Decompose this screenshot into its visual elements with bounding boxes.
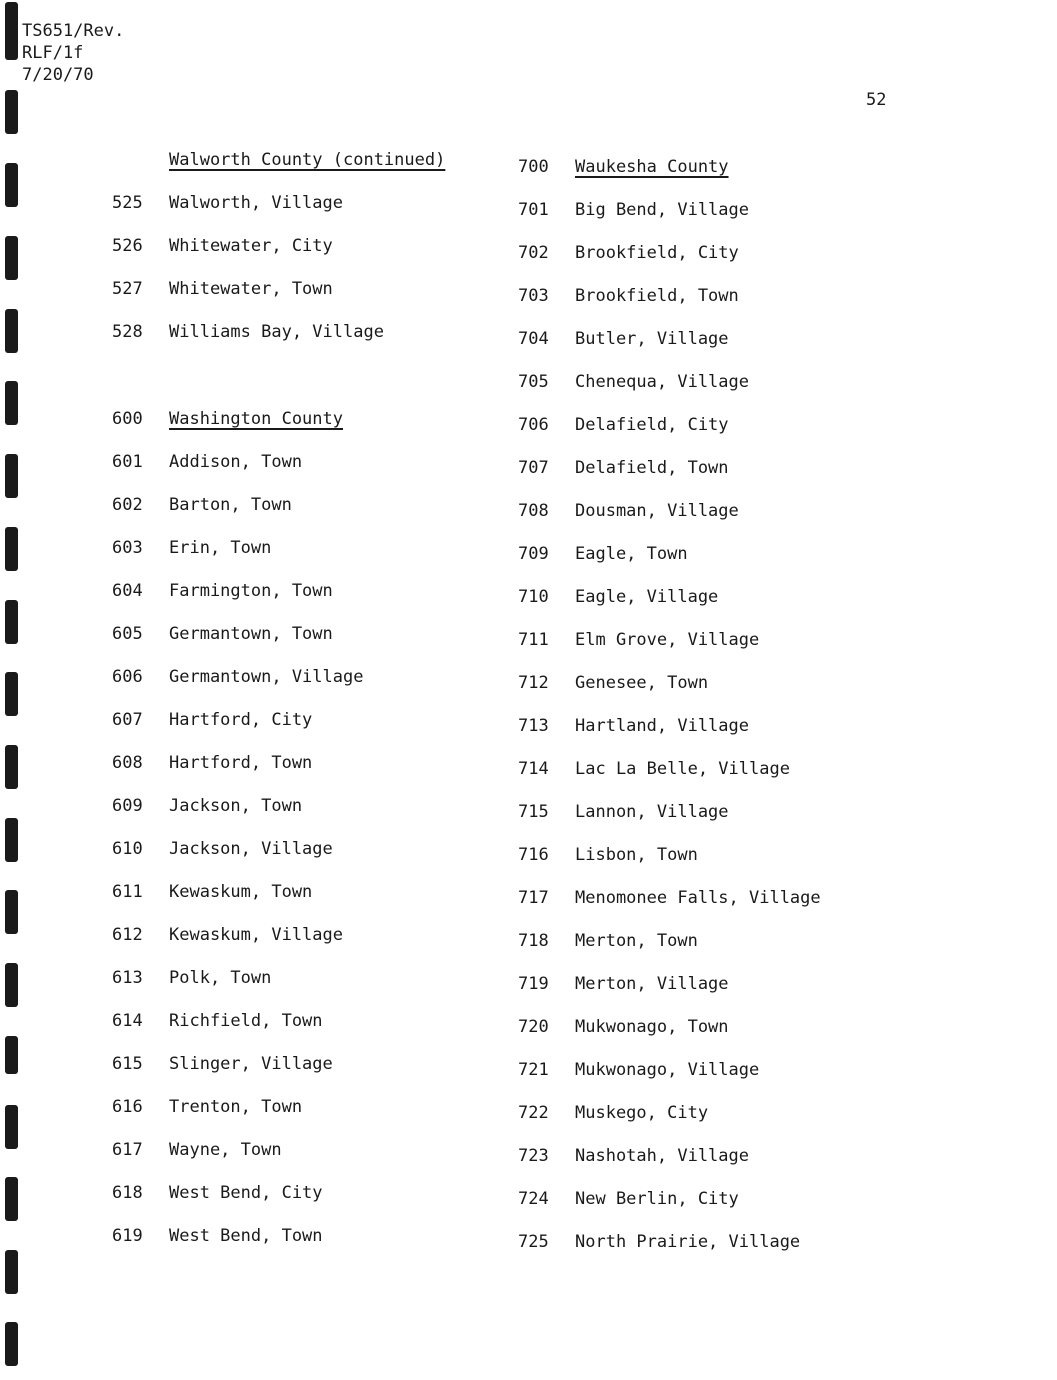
entry-code: 707: [518, 458, 549, 478]
entry-name: Trenton, Town: [169, 1097, 303, 1117]
entry-code: 717: [518, 888, 549, 908]
entry-name: Eagle, Town: [575, 544, 688, 564]
binding-bar: [5, 745, 18, 789]
entry-name: Brookfield, City: [575, 243, 739, 263]
entry-name: Lisbon, Town: [575, 845, 698, 865]
entry-name: Jackson, Village: [169, 839, 333, 859]
entry-code: 610: [112, 839, 143, 859]
entry-code: 611: [112, 882, 143, 902]
entry-name: Jackson, Town: [169, 796, 303, 816]
binding-bar: [5, 1177, 18, 1221]
entry-code: 618: [112, 1183, 143, 1203]
entry-name: Lac La Belle, Village: [575, 759, 790, 779]
entry-name: Walworth, Village: [169, 193, 343, 213]
binding-bar: [5, 818, 18, 862]
entry-code: 525: [112, 193, 143, 213]
county-name: Walworth County (continued): [169, 150, 446, 170]
entry-name: Muskego, City: [575, 1103, 709, 1123]
page-number: 52: [866, 90, 887, 110]
entry-name: Williams Bay, Village: [169, 322, 384, 342]
entry-code: 528: [112, 322, 143, 342]
entry-code: 712: [518, 673, 549, 693]
entry-code: 706: [518, 415, 549, 435]
entry-name: West Bend, Town: [169, 1226, 323, 1246]
binding-bar: [5, 1036, 18, 1074]
entry-code: 606: [112, 667, 143, 687]
entry-name: Menomonee Falls, Village: [575, 888, 821, 908]
binding-bar: [5, 890, 18, 934]
entry-code: 608: [112, 753, 143, 773]
binding-bar: [5, 672, 18, 716]
entry-code: 708: [518, 501, 549, 521]
entry-code: 723: [518, 1146, 549, 1166]
header-line-3: 7/20/70: [22, 65, 94, 85]
entry-name: Erin, Town: [169, 538, 272, 558]
entry-name: Chenequa, Village: [575, 372, 749, 392]
entry-name: Lannon, Village: [575, 802, 729, 822]
entry-name: Genesee, Town: [575, 673, 709, 693]
entry-name: Elm Grove, Village: [575, 630, 760, 650]
entry-name: New Berlin, City: [575, 1189, 739, 1209]
entry-name: Farmington, Town: [169, 581, 333, 601]
entry-name: Brookfield, Town: [575, 286, 739, 306]
entry-code: 702: [518, 243, 549, 263]
entry-name: Slinger, Village: [169, 1054, 333, 1074]
binding-bar: [5, 963, 18, 1007]
entry-code: 607: [112, 710, 143, 730]
entry-code: 612: [112, 925, 143, 945]
entry-code: 613: [112, 968, 143, 988]
entry-name: Merton, Village: [575, 974, 729, 994]
entry-name: Merton, Town: [575, 931, 698, 951]
entry-code: 602: [112, 495, 143, 515]
entry-code: 705: [518, 372, 549, 392]
entry-code: 603: [112, 538, 143, 558]
entry-code: 605: [112, 624, 143, 644]
entry-code: 700: [518, 157, 549, 177]
binding-bar: [5, 90, 18, 134]
binding-bar: [5, 309, 18, 353]
entry-name: Eagle, Village: [575, 587, 719, 607]
binding-marks: [5, 0, 21, 1380]
entry-name: Barton, Town: [169, 495, 292, 515]
entry-name: Hartford, Town: [169, 753, 313, 773]
binding-bar: [5, 1322, 18, 1366]
entry-code: 709: [518, 544, 549, 564]
entry-name: Kewaskum, Town: [169, 882, 313, 902]
entry-code: 616: [112, 1097, 143, 1117]
entry-name: Germantown, Town: [169, 624, 333, 644]
entry-code: 701: [518, 200, 549, 220]
entry-name: Mukwonago, Village: [575, 1060, 760, 1080]
entry-code: 527: [112, 279, 143, 299]
binding-bar: [5, 236, 18, 280]
entry-code: 703: [518, 286, 549, 306]
binding-bar: [5, 600, 18, 644]
entry-code: 710: [518, 587, 549, 607]
entry-code: 617: [112, 1140, 143, 1160]
entry-name: Mukwonago, Town: [575, 1017, 729, 1037]
entry-name: Delafield, City: [575, 415, 729, 435]
binding-bar: [5, 2, 18, 60]
entry-name: Whitewater, Town: [169, 279, 333, 299]
entry-code: 720: [518, 1017, 549, 1037]
entry-code: 614: [112, 1011, 143, 1031]
entry-code: 713: [518, 716, 549, 736]
entry-code: 715: [518, 802, 549, 822]
entry-code: 615: [112, 1054, 143, 1074]
binding-bar: [5, 1105, 18, 1149]
binding-bar: [5, 454, 18, 498]
entry-code: 619: [112, 1226, 143, 1246]
entry-name: Addison, Town: [169, 452, 303, 472]
header-line-1: TS651/Rev.: [22, 21, 125, 41]
entry-code: 722: [518, 1103, 549, 1123]
entry-code: 721: [518, 1060, 549, 1080]
entry-name: Whitewater, City: [169, 236, 333, 256]
entry-name: Hartford, City: [169, 710, 313, 730]
county-name: Washington County: [169, 409, 343, 429]
county-name: Waukesha County: [575, 157, 729, 177]
entry-code: 604: [112, 581, 143, 601]
entry-name: Hartland, Village: [575, 716, 749, 736]
entry-name: Big Bend, Village: [575, 200, 749, 220]
entry-name: Delafield, Town: [575, 458, 729, 478]
entry-code: 600: [112, 409, 143, 429]
entry-code: 526: [112, 236, 143, 256]
binding-bar: [5, 381, 18, 425]
entry-code: 601: [112, 452, 143, 472]
entry-code: 718: [518, 931, 549, 951]
header-line-2: RLF/1f: [22, 43, 84, 63]
entry-code: 724: [518, 1189, 549, 1209]
entry-code: 719: [518, 974, 549, 994]
entry-code: 716: [518, 845, 549, 865]
entry-name: Kewaskum, Village: [169, 925, 343, 945]
entry-name: West Bend, City: [169, 1183, 323, 1203]
document-header: [22, 20, 124, 86]
binding-bar: [5, 527, 18, 571]
entry-name: Butler, Village: [575, 329, 729, 349]
entry-code: 704: [518, 329, 549, 349]
entry-name: Nashotah, Village: [575, 1146, 749, 1166]
entry-code: 609: [112, 796, 143, 816]
entry-code: 714: [518, 759, 549, 779]
entry-name: Wayne, Town: [169, 1140, 282, 1160]
entry-code: 725: [518, 1232, 549, 1252]
entry-name: Polk, Town: [169, 968, 272, 988]
entry-name: Richfield, Town: [169, 1011, 323, 1031]
entry-name: North Prairie, Village: [575, 1232, 801, 1252]
entry-code: 711: [518, 630, 549, 650]
entry-name: Dousman, Village: [575, 501, 739, 521]
entry-name: Germantown, Village: [169, 667, 364, 687]
binding-bar: [5, 1250, 18, 1294]
binding-bar: [5, 163, 18, 207]
